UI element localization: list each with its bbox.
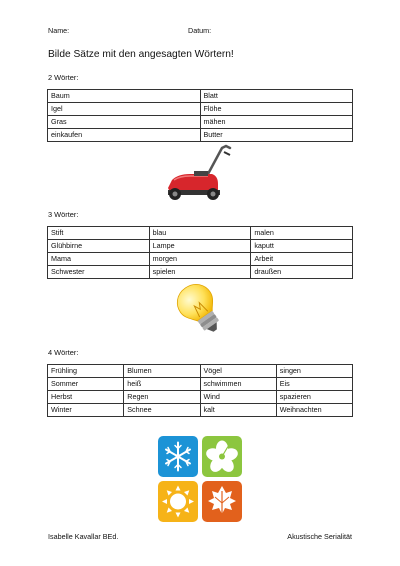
word-cell: Herbst xyxy=(48,391,124,404)
section-label-3-words: 3 Wörter: xyxy=(48,210,79,219)
word-cell: spielen xyxy=(149,266,251,279)
word-cell: Arbeit xyxy=(251,253,353,266)
snowflake-icon xyxy=(158,436,198,477)
table-row xyxy=(48,116,353,129)
word-cell: Gras xyxy=(48,116,201,129)
word-cell: heiß xyxy=(124,378,200,391)
word-cell: singen xyxy=(276,365,352,378)
table-row xyxy=(48,227,353,240)
table-row xyxy=(48,90,353,103)
word-table-3 xyxy=(47,226,353,279)
word-cell: Wind xyxy=(200,391,276,404)
table-row xyxy=(48,365,353,378)
word-cell: Vögel xyxy=(200,365,276,378)
table-row xyxy=(48,129,353,142)
footer-author: Isabelle Kavallar BEd. xyxy=(48,532,119,541)
word-table-4 xyxy=(47,364,353,417)
word-cell: Baum xyxy=(48,90,201,103)
word-cell: Mama xyxy=(48,253,150,266)
table-row xyxy=(48,253,353,266)
name-label: Name: xyxy=(48,26,70,35)
word-cell: malen xyxy=(251,227,353,240)
word-table-2 xyxy=(47,89,353,142)
word-cell: kaputt xyxy=(251,240,353,253)
word-cell: Regen xyxy=(124,391,200,404)
section-label-2-words: 2 Wörter: xyxy=(48,73,79,82)
word-cell: spazieren xyxy=(276,391,352,404)
word-cell: morgen xyxy=(149,253,251,266)
word-cell: Schwester xyxy=(48,266,150,279)
word-cell: Glühbirne xyxy=(48,240,150,253)
word-cell: Frühling xyxy=(48,365,124,378)
word-cell: Lampe xyxy=(149,240,251,253)
autumn-leaf-icon xyxy=(202,481,242,522)
word-cell: Eis xyxy=(276,378,352,391)
word-cell: Winter xyxy=(48,404,124,417)
word-cell: Blumen xyxy=(124,365,200,378)
table-row xyxy=(48,103,353,116)
word-cell: Butter xyxy=(200,129,353,142)
word-cell: Weihnachten xyxy=(276,404,352,417)
hibiscus-flower-icon xyxy=(202,436,242,477)
seasons-icons xyxy=(158,436,242,522)
word-cell: Flöhe xyxy=(200,103,353,116)
word-cell: Schnee xyxy=(124,404,200,417)
word-cell: schwimmen xyxy=(200,378,276,391)
word-cell: Blatt xyxy=(200,90,353,103)
word-cell: blau xyxy=(149,227,251,240)
table-row xyxy=(48,240,353,253)
date-label: Datum: xyxy=(188,26,212,35)
word-cell: draußen xyxy=(251,266,353,279)
light-bulb-icon xyxy=(172,280,228,340)
worksheet-title: Bilde Sätze mit den angesagten Wörtern! xyxy=(48,49,234,60)
table-row xyxy=(48,391,353,404)
footer-topic: Akustische Serialität xyxy=(287,532,352,541)
word-cell: kalt xyxy=(200,404,276,417)
table-row xyxy=(48,266,353,279)
lawn-mower-icon xyxy=(160,142,240,204)
table-row xyxy=(48,378,353,391)
word-cell: mähen xyxy=(200,116,353,129)
table-row xyxy=(48,404,353,417)
section-label-4-words: 4 Wörter: xyxy=(48,348,79,357)
word-cell: Stift xyxy=(48,227,150,240)
word-cell: einkaufen xyxy=(48,129,201,142)
word-cell: Sommer xyxy=(48,378,124,391)
sun-icon xyxy=(158,481,198,522)
word-cell: Igel xyxy=(48,103,201,116)
